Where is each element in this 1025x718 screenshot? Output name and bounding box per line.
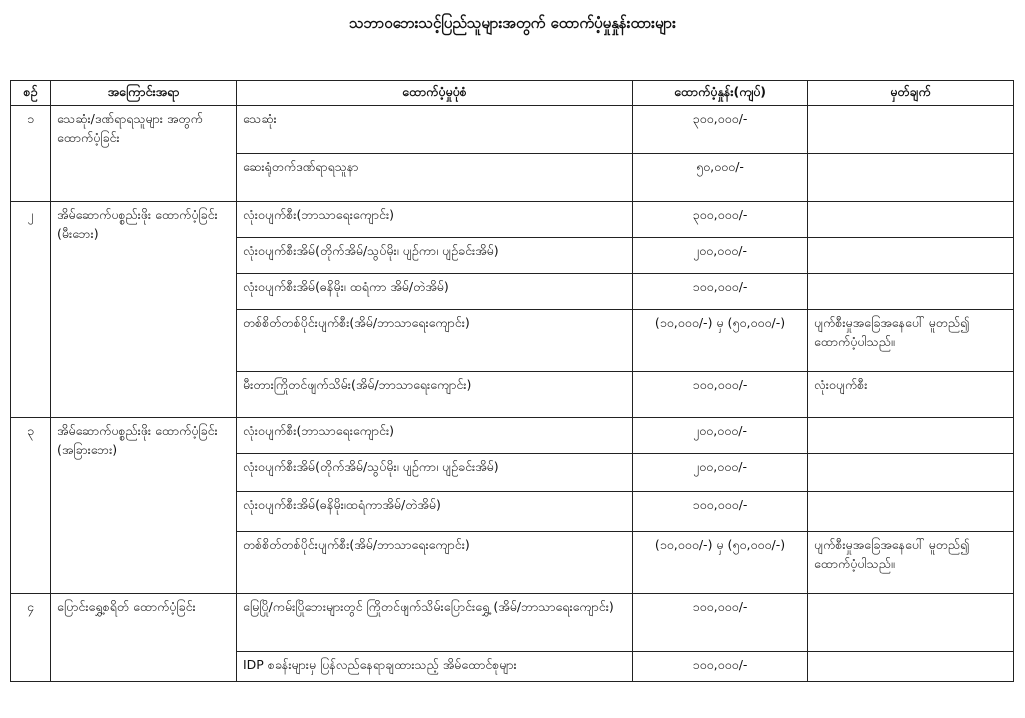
category-cell: သေဆုံး/ဒဏ်ရာရသူများ အတွက် ထောက်ပံ့ခြင်း: [51, 106, 237, 202]
note-cell: [808, 652, 1014, 682]
support-type-cell: IDP စခန်းများမှ ပြန်လည်နေရာချထားသည့် အိမ်ထောင်စုများ: [237, 652, 633, 682]
support-type-cell: ဆေးရုံတက်ဒဏ်ရာရသူနာ: [237, 154, 633, 202]
amount-cell: ၂၀၀,၀၀၀/-: [633, 454, 808, 492]
note-cell: [808, 454, 1014, 492]
amount-cell: ၅၀,၀၀၀/-: [633, 154, 808, 202]
table-row: [11, 106, 1014, 154]
column-header-no: စဉ်: [11, 81, 51, 106]
note-cell: [808, 492, 1014, 532]
support-type-cell: တစ်စိတ်တစ်ပိုင်းပျက်စီး(အိမ်/ဘာသာရေးကျောင်း): [237, 310, 633, 372]
note-cell: [808, 238, 1014, 274]
column-header-category: အကြောင်းအရာ: [51, 81, 237, 106]
column-header-note: မှတ်ချက်: [808, 81, 1014, 106]
amount-cell: ၁၀၀,၀၀၀/-: [633, 372, 808, 418]
note-cell: [808, 154, 1014, 202]
column-header-amount: ထောက်ပံ့နှုန်း(ကျပ်): [633, 81, 808, 106]
support-type-cell: လုံးဝပျက်စီးအိမ်(ဓနိမိုး၊ ထရံကာ အိမ်/တဲအိမ်): [237, 274, 633, 310]
note-cell: [808, 202, 1014, 238]
support-rates-table: [10, 80, 1014, 682]
row-number: ၄: [11, 594, 51, 682]
table-row: [11, 418, 1014, 454]
amount-cell: ၁၀၀,၀၀၀/-: [633, 492, 808, 532]
support-type-cell: သေဆုံး: [237, 106, 633, 154]
support-type-cell: လုံးဝပျက်စီးအိမ်(ဓနိမိုး၊ထရံကာအိမ်/တဲအိမ်): [237, 492, 633, 532]
row-number: ၂: [11, 202, 51, 418]
support-type-cell: လုံးဝပျက်စီးအိမ်(တိုက်အိမ်/သွပ်မိုး၊ ပျဉ်ကာ၊ ပျဉ်ခင်းအိမ်): [237, 238, 633, 274]
amount-cell: ၃၀၀,၀၀၀/-: [633, 106, 808, 154]
amount-cell: (၁၀,၀၀၀/-) မှ (၅၀,၀၀၀/-): [633, 532, 808, 594]
category-cell: အိမ်ဆောက်ပစ္စည်းဖိုး ထောက်ပံ့ခြင်း (အခြားဘေး): [51, 418, 237, 594]
note-cell: [808, 274, 1014, 310]
note-cell: [808, 106, 1014, 154]
note-cell: [808, 594, 1014, 652]
table-row: [11, 594, 1014, 652]
support-type-cell: လုံးဝပျက်စီး(ဘာသာရေးကျောင်း): [237, 418, 633, 454]
table-row: [11, 202, 1014, 238]
support-type-cell: တစ်စိတ်တစ်ပိုင်းပျက်စီး(အိမ်/ဘာသာရေးကျောင်း): [237, 532, 633, 594]
note-cell: ပျက်စီးမှုအခြေအနေပေါ် မူတည်၍ ထောက်ပံ့ပါသည်။: [808, 532, 1014, 594]
table-header-row: [11, 81, 1014, 106]
support-type-cell: လုံးဝပျက်စီးအိမ်(တိုက်အိမ်/သွပ်မိုး၊ ပျဉ်ကာ၊ ပျဉ်ခင်းအိမ်): [237, 454, 633, 492]
note-cell: ပျက်စီးမှုအခြေအနေပေါ် မူတည်၍ ထောက်ပံ့ပါသည်။: [808, 310, 1014, 372]
row-number: ၃: [11, 418, 51, 594]
amount-cell: ၂၀၀,၀၀၀/-: [633, 238, 808, 274]
amount-cell: ၁၀၀,၀၀၀/-: [633, 652, 808, 682]
amount-cell: ၂၀၀,၀၀၀/-: [633, 418, 808, 454]
category-cell: ပြောင်းရွှေ့စရိတ် ထောက်ပံ့ခြင်း: [51, 594, 237, 682]
amount-cell: ၃၀၀,၀၀၀/-: [633, 202, 808, 238]
support-type-cell: မီးတားကြိုတင်ဖျက်သိမ်း(အိမ်/ဘာသာရေးကျောင်း): [237, 372, 633, 418]
note-cell: [808, 418, 1014, 454]
category-cell: အိမ်ဆောက်ပစ္စည်းဖိုး ထောက်ပံ့ခြင်း (မီးဘေး): [51, 202, 237, 418]
column-header-type: ထောက်ပံ့မှုပုံစံ: [237, 81, 633, 106]
page-title: သဘာဝဘေးသင့်ပြည်သူများအတွက် ထောက်ပံ့မှုနှုန်းထားများ: [349, 14, 676, 32]
amount-cell: ၁၀၀,၀၀၀/-: [633, 594, 808, 652]
amount-cell: (၁၀,၀၀၀/-) မှ (၅၀,၀၀၀/-): [633, 310, 808, 372]
note-cell: လုံးဝပျက်စီး: [808, 372, 1014, 418]
amount-cell: ၁၀၀,၀၀၀/-: [633, 274, 808, 310]
support-type-cell: မြေပြို/ကမ်းပြိုဘေးများတွင် ကြိုတင်ဖျက်သိမ်းပြောင်းရွှေ့ (အိမ်/ဘာသာရေးကျောင်း): [237, 594, 633, 652]
row-number: ၁: [11, 106, 51, 202]
support-type-cell: လုံးဝပျက်စီး(ဘာသာရေးကျောင်း): [237, 202, 633, 238]
